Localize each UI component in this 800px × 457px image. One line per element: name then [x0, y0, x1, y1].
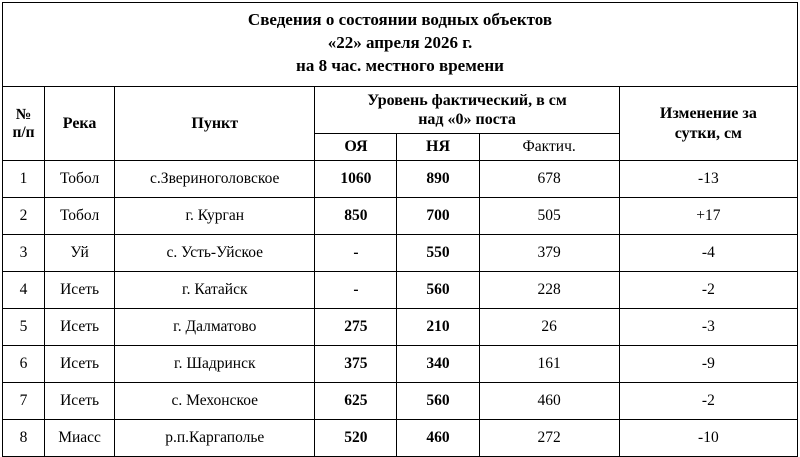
cell-nya: 700: [397, 198, 479, 235]
header-number: [3, 86, 45, 160]
header-level-group: [315, 86, 619, 133]
cell-river: Исеть: [45, 309, 115, 346]
cell-oya: -: [315, 235, 397, 272]
table-row: [3, 309, 798, 346]
cell-oya: 375: [315, 346, 397, 383]
table-row: [3, 346, 798, 383]
header-point: Пункт: [115, 86, 315, 160]
cell-point: с. Усть-Уйское: [115, 235, 315, 272]
cell-number: 4: [3, 272, 45, 309]
cell-oya: -: [315, 272, 397, 309]
table-row: [3, 161, 798, 198]
header-oya: ОЯ: [315, 134, 397, 161]
header-level-line1: Уровень фактический, в см: [367, 91, 567, 109]
cell-river: Исеть: [45, 383, 115, 420]
cell-point: г. Катайск: [115, 272, 315, 309]
cell-river: Миасс: [45, 420, 115, 457]
title-line-1: Сведения о состоянии водных объектов: [247, 10, 553, 29]
cell-fact: 460: [479, 383, 619, 420]
table-row: [3, 235, 798, 272]
cell-point: р.п.Каргаполье: [115, 420, 315, 457]
cell-fact: 26: [479, 309, 619, 346]
cell-change: -9: [619, 346, 797, 383]
cell-river: Исеть: [45, 346, 115, 383]
cell-point: г. Далматово: [115, 309, 315, 346]
cell-river: Уй: [45, 235, 115, 272]
cell-fact: 228: [479, 272, 619, 309]
cell-change: -2: [619, 383, 797, 420]
table-row: [3, 383, 798, 420]
cell-nya: 340: [397, 346, 479, 383]
header-fact: Фактич.: [479, 134, 619, 161]
title-line-3: на 8 час. местного времени: [296, 55, 504, 75]
cell-number: 2: [3, 198, 45, 235]
cell-fact: 505: [479, 198, 619, 235]
cell-nya: 460: [397, 420, 479, 457]
table-row: [3, 272, 798, 309]
cell-fact: 161: [479, 346, 619, 383]
header-change-line2: сутки, см: [674, 124, 742, 142]
cell-fact: 272: [479, 420, 619, 457]
cell-nya: 560: [397, 383, 479, 420]
header-row-1: [3, 86, 798, 133]
cell-oya: 1060: [315, 161, 397, 198]
cell-fact: 678: [479, 161, 619, 198]
header-change-line1: Изменение за: [659, 105, 757, 123]
cell-river: Исеть: [45, 272, 115, 309]
header-number-line2: п/п: [12, 123, 35, 141]
cell-nya: 560: [397, 272, 479, 309]
title-line-2: «22» апреля 2026 г.: [327, 32, 473, 52]
water-objects-table: [2, 2, 798, 457]
cell-oya: 850: [315, 198, 397, 235]
document-page: [0, 2, 800, 455]
table-row: [3, 198, 798, 235]
cell-number: 1: [3, 161, 45, 198]
header-nya: НЯ: [397, 134, 479, 161]
cell-change: -10: [619, 420, 797, 457]
cell-change: -4: [619, 235, 797, 272]
cell-river: Тобол: [45, 198, 115, 235]
cell-change: -13: [619, 161, 797, 198]
header-change: [619, 86, 797, 160]
cell-number: 3: [3, 235, 45, 272]
cell-number: 8: [3, 420, 45, 457]
cell-river: Тобол: [45, 161, 115, 198]
cell-number: 7: [3, 383, 45, 420]
header-level-line2: над «0» поста: [418, 111, 516, 128]
header-number-line1: №: [15, 105, 32, 123]
cell-point: с. Мехонское: [115, 383, 315, 420]
header-river: Река: [45, 86, 115, 160]
title-row: [3, 3, 798, 87]
cell-change: -3: [619, 309, 797, 346]
cell-change: -2: [619, 272, 797, 309]
table-row: [3, 420, 798, 457]
cell-oya: 625: [315, 383, 397, 420]
cell-nya: 890: [397, 161, 479, 198]
cell-oya: 275: [315, 309, 397, 346]
cell-point: г. Шадринск: [115, 346, 315, 383]
cell-change: +17: [619, 198, 797, 235]
cell-nya: 210: [397, 309, 479, 346]
cell-fact: 379: [479, 235, 619, 272]
cell-point: с.Звериноголовское: [115, 161, 315, 198]
document-title: [3, 3, 798, 87]
cell-oya: 520: [315, 420, 397, 457]
cell-point: г. Курган: [115, 198, 315, 235]
cell-number: 6: [3, 346, 45, 383]
cell-number: 5: [3, 309, 45, 346]
cell-nya: 550: [397, 235, 479, 272]
